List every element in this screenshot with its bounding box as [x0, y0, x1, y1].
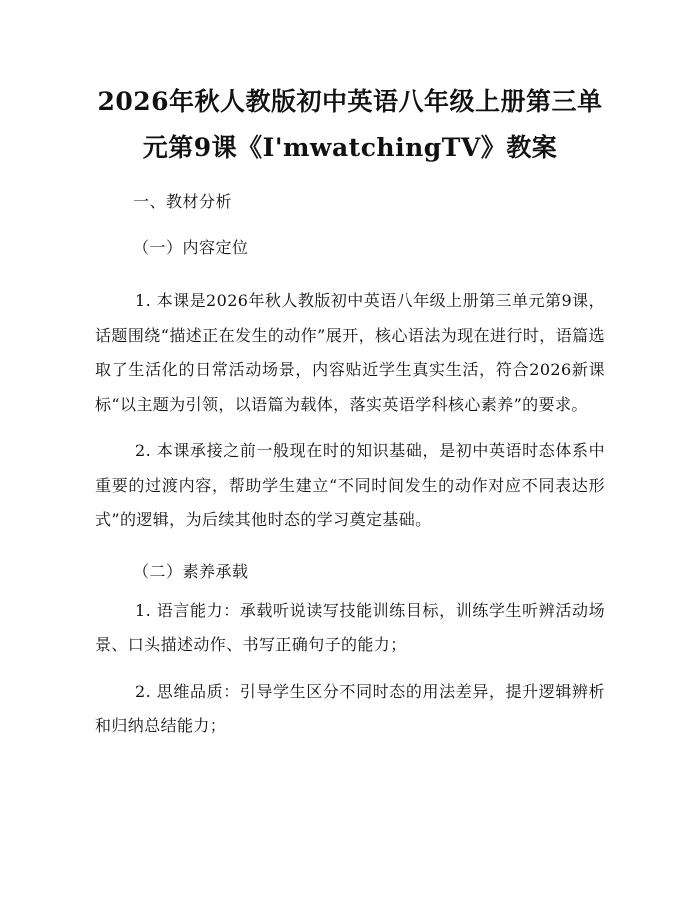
paragraph-content-positioning-2: 2. 本课承接之前一般现在时的知识基础，是初中英语时态体系中重要的过渡内容，帮助学生建立“不同时间发生的动作对应不同表达形式”的逻辑，为后续其他时态的学习奠定基础。	[95, 441, 605, 529]
paragraph-thinking-quality: 2. 思维品质：引导学生区分不同时态的用法差异，提升逻辑辨析和归纳总结能力；	[95, 681, 605, 735]
subsection-heading-content-positioning: （一）内容定位	[133, 238, 249, 257]
paragraph-language-ability: 1. 语言能力：承载听说读写技能训练目标，训练学生听辨活动场景、口头描述动作、书写正确句子的能力；	[95, 600, 605, 654]
document-title	[95, 82, 605, 174]
document-body	[95, 180, 605, 756]
title-line-1: 2026年秋人教版初中英语八年级上册第三单	[97, 87, 603, 116]
subsection-heading-literacy-carrying: （二）素养承载	[133, 561, 249, 581]
paragraph-content-positioning-1: 1. 本课是2026年秋人教版初中英语八年级上册第三单元第9课，话题围绕“描述正在发生的动作”展开，核心语法为现在进行时，语篇选取了生活化的日常活动场景，内容贴近学生真实生活，符合2026新课标“以主题为引领，以语篇为载体，落实英语学科核心素养”的要求。	[95, 291, 605, 414]
title-line-2: 元第9课《I'mwatchingTV》教案	[142, 133, 558, 162]
section-heading-teaching-material-analysis: 一、教材分析	[133, 192, 233, 211]
